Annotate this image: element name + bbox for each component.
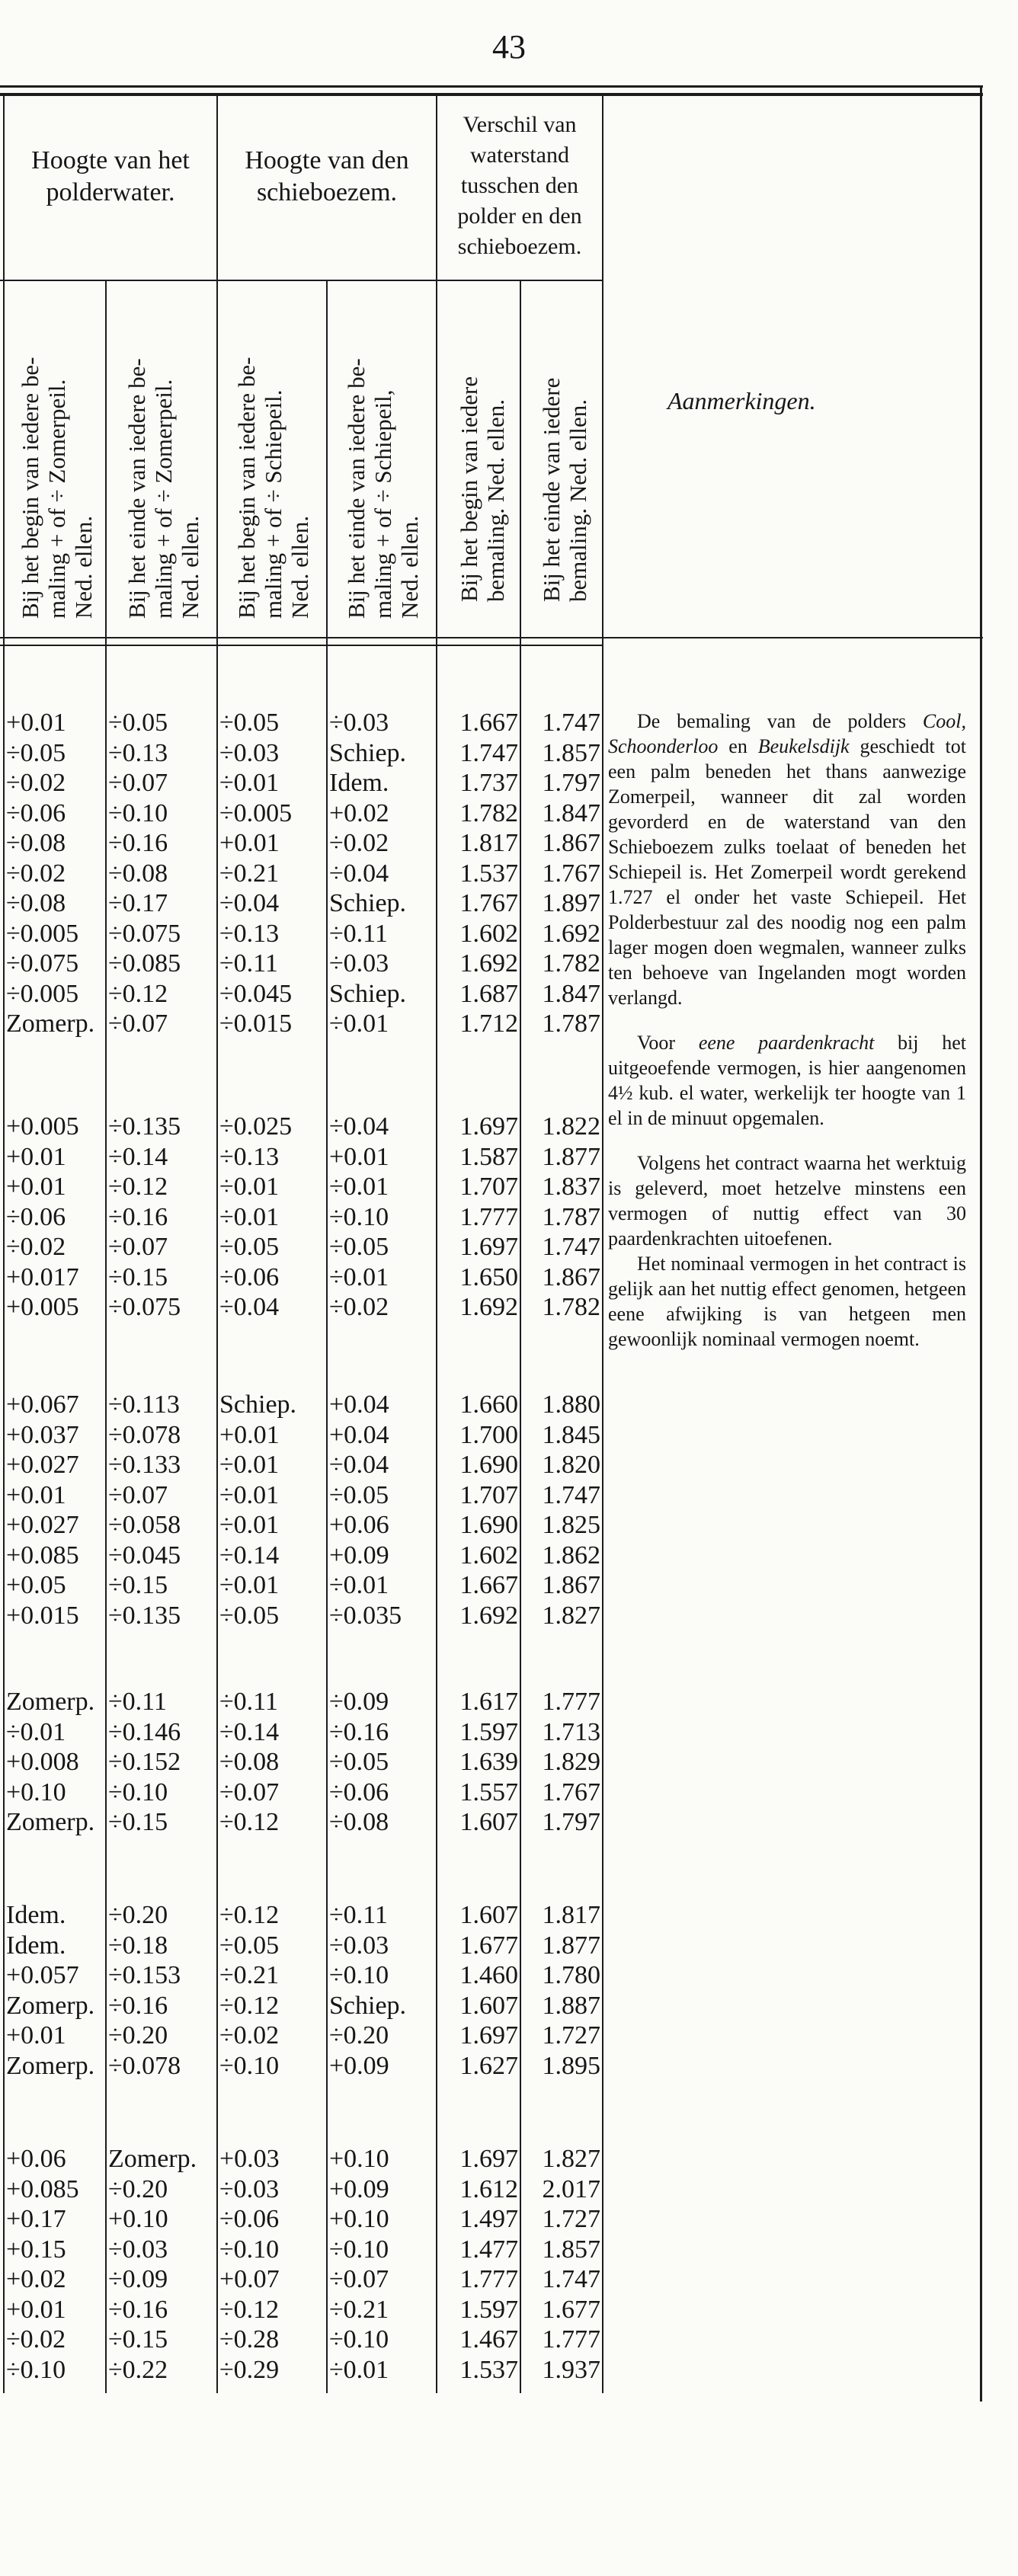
table-cell: Schiep. — [329, 889, 407, 917]
table-cell: +0.01 — [6, 709, 66, 737]
header-bottom-rule — [0, 637, 983, 638]
table-cell: +0.10 — [6, 1778, 66, 1806]
table-cell: +0.01 — [6, 1142, 66, 1171]
table-cell: ÷0.12 — [219, 1991, 280, 2020]
col4-header: Bij het einde van iedere be- maling + of ÷ Schiepeil, Ned. ellen. — [343, 358, 423, 619]
col3-header: Bij het begin van iedere be- maling + of ÷ Schiepeil. Ned. ellen. — [233, 357, 313, 619]
table-cell: 1.713 — [542, 1717, 600, 1746]
table-cell: Schiep. — [329, 1991, 407, 2020]
table-cell: 1.782 — [459, 798, 518, 827]
table-cell: ÷0.05 — [219, 1931, 280, 1960]
table-cell: ÷0.02 — [6, 1233, 66, 1261]
table-cell: ÷0.085 — [108, 949, 181, 978]
table-cell: +0.17 — [6, 2205, 66, 2233]
table-cell: ÷0.02 — [219, 2021, 280, 2050]
table-cell: ÷0.133 — [108, 1451, 181, 1479]
table-cell: ÷0.03 — [329, 949, 389, 978]
table-cell: ÷0.21 — [329, 2295, 389, 2324]
table-cell: ÷0.135 — [108, 1601, 181, 1630]
table-cell: ÷0.01 — [329, 1571, 389, 1599]
table-cell: ÷0.21 — [219, 1961, 280, 1989]
table-cell: ÷0.20 — [329, 2021, 389, 2050]
table-cell: Schiep. — [329, 738, 407, 767]
table-cell: 1.687 — [459, 979, 518, 1008]
table-cell: ÷0.09 — [329, 1688, 389, 1716]
table-cell: ÷0.14 — [219, 1717, 280, 1746]
table-cell: 1.857 — [542, 2235, 600, 2264]
table-cell: ÷0.07 — [108, 1480, 168, 1509]
table-cell: ÷0.01 — [329, 1173, 389, 1201]
table-cell: +0.10 — [329, 2205, 389, 2233]
table-cell: ÷0.005 — [219, 798, 293, 827]
table-cell: ÷0.12 — [219, 2295, 280, 2324]
table-cell: 1.877 — [542, 1931, 600, 1960]
table-cell: 1.707 — [459, 1173, 518, 1201]
table-cell: 1.827 — [542, 1601, 600, 1630]
table-cell: ÷0.10 — [6, 2355, 66, 2384]
table-cell: +0.01 — [219, 829, 280, 857]
table-cell: ÷0.20 — [108, 2174, 168, 2203]
table-cell: 1.537 — [459, 2355, 518, 2384]
table-cell: 1.887 — [542, 1991, 600, 2020]
table-cell: 1.797 — [542, 769, 600, 797]
table-cell: 1.820 — [542, 1451, 600, 1479]
table-cell: ÷0.04 — [329, 859, 389, 888]
table-cell: ÷0.07 — [108, 1010, 168, 1038]
table-cell: Zomerp. — [6, 2051, 95, 2080]
remark-paragraph: De bemaling van de polders Cool, Schoonderloo en Beukelsdijk geschiedt tot een palm beneden het thans aanwezige Zomerpeil, wanneer dit zal worden gevorderd en de waterstand van den Schieboezem zulks toelaat of beneden het Schiepeil is. Het Zomerpeil wordt gerekend 1.727 el onder het vaste Schiepeil. Het Polderbestuur zal des noodig nog een palm lager mogen doen wegmalen, wanneer zulks ten behoeve van Ingelanden mogt worden verlangd. — [608, 710, 966, 1009]
table-cell: 1.877 — [542, 1142, 600, 1171]
col5-header: Bij het begin van iedere bemaling. Ned. ellen. — [456, 376, 509, 602]
table-cell: 1.747 — [542, 2265, 600, 2293]
table-cell: ÷0.03 — [219, 738, 280, 767]
table-cell: ÷0.20 — [108, 1901, 168, 1929]
table-cell: 1.895 — [542, 2051, 600, 2080]
table-cell: ÷0.03 — [219, 2174, 280, 2203]
table-cell: 1.677 — [542, 2295, 600, 2324]
table-cell: ÷0.09 — [108, 2265, 168, 2293]
table-cell: ÷0.01 — [219, 1511, 280, 1539]
table-cell: ÷0.12 — [219, 1808, 280, 1836]
table-cell: +0.04 — [329, 1390, 389, 1419]
header-subrule — [0, 280, 602, 281]
table-cell: ÷0.16 — [108, 2295, 168, 2324]
table-cell: 1.627 — [459, 2051, 518, 2080]
table-cell: ÷0.06 — [219, 1262, 280, 1291]
table-cell: ÷0.07 — [329, 2265, 389, 2293]
table-cell: ÷0.01 — [219, 1571, 280, 1599]
header-schieboezem: Hoogte van den schieboezem. — [245, 146, 409, 206]
table-cell: +0.017 — [6, 1262, 79, 1291]
table-cell: ÷0.07 — [108, 1233, 168, 1261]
table-cell: ÷0.03 — [108, 2235, 168, 2264]
table-cell: 1.767 — [459, 889, 518, 917]
table-cell: ÷0.05 — [219, 1601, 280, 1630]
table-cell: +0.06 — [6, 2145, 66, 2173]
table-cell: +0.085 — [6, 2174, 79, 2203]
table-cell: +0.01 — [6, 1480, 66, 1509]
table-cell: 1.782 — [542, 949, 600, 978]
table-cell: 1.797 — [542, 1808, 600, 1836]
table-cell: 1.707 — [459, 1480, 518, 1509]
table-cell: 1.782 — [542, 1293, 600, 1321]
table-cell: ÷0.11 — [329, 919, 388, 948]
table-cell: ÷0.10 — [108, 1778, 168, 1806]
table-cell: ÷0.01 — [219, 769, 280, 797]
table-cell: ÷0.05 — [219, 709, 280, 737]
table-cell: ÷0.10 — [329, 2325, 389, 2354]
table-cell: 1.697 — [459, 1112, 518, 1141]
table-cell: ÷0.03 — [329, 709, 389, 737]
table-cell: ÷0.078 — [108, 1420, 181, 1449]
table-cell: 1.897 — [542, 889, 600, 917]
table-cell: ÷0.16 — [108, 1991, 168, 2020]
table-cell: 1.727 — [542, 2021, 600, 2050]
top-rule — [0, 85, 983, 88]
table-cell: ÷0.135 — [108, 1112, 181, 1141]
table-cell: 2.017 — [542, 2174, 600, 2203]
table-cell: ÷0.01 — [219, 1480, 280, 1509]
table-cell: 1.692 — [459, 949, 518, 978]
table-cell: ÷0.113 — [108, 1390, 180, 1419]
table-cell: 1.867 — [542, 1262, 600, 1291]
table-cell: 1.607 — [459, 1901, 518, 1929]
table-cell: ÷0.01 — [329, 2355, 389, 2384]
table-cell: Zomerp. — [6, 1688, 95, 1716]
table-cell: 1.639 — [459, 1748, 518, 1776]
table-cell: ÷0.075 — [6, 949, 79, 978]
table-cell: ÷0.15 — [108, 1808, 168, 1836]
table-cell: 1.937 — [542, 2355, 600, 2384]
table-cell: ÷0.15 — [108, 1571, 168, 1599]
table-cell: ÷0.06 — [219, 2205, 280, 2233]
right-frame-rule — [980, 85, 982, 2402]
table-cell: ÷0.01 — [6, 1717, 66, 1746]
table-cell: 1.597 — [459, 2295, 518, 2324]
table-cell: ÷0.16 — [108, 1202, 168, 1231]
header-verschil: Verschil van waterstand tusschen den polder en den schieboezem. — [457, 112, 582, 259]
table-cell: 1.557 — [459, 1778, 518, 1806]
table-cell: ÷0.13 — [108, 738, 168, 767]
table-cell: 1.829 — [542, 1748, 600, 1776]
table-cell: 1.822 — [542, 1112, 600, 1141]
table-cell: +0.027 — [6, 1451, 79, 1479]
table-cell: +0.01 — [329, 1142, 389, 1171]
table-cell: 1.597 — [459, 1717, 518, 1746]
table-cell: ÷0.015 — [219, 1010, 293, 1038]
table-cell: ÷0.01 — [219, 1451, 280, 1479]
table-cell: ÷0.06 — [6, 798, 66, 827]
table-cell: ÷0.17 — [108, 889, 168, 917]
table-cell: 1.477 — [459, 2235, 518, 2264]
table-cell: 1.845 — [542, 1420, 600, 1449]
table-cell: 1.667 — [459, 1571, 518, 1599]
table-cell: ÷0.045 — [219, 979, 293, 1008]
table-cell: 1.497 — [459, 2205, 518, 2233]
table-cell: ÷0.05 — [329, 1233, 389, 1261]
table-cell: ÷0.05 — [329, 1748, 389, 1776]
table-cell: ÷0.02 — [329, 829, 389, 857]
table-cell: 1.667 — [459, 709, 518, 737]
table-cell: ÷0.05 — [329, 1480, 389, 1509]
table-cell: ÷0.10 — [329, 1961, 389, 1989]
table-cell: ÷0.12 — [108, 1173, 168, 1201]
table-cell: ÷0.02 — [6, 2325, 66, 2354]
table-cell: ÷0.058 — [108, 1511, 181, 1539]
table-cell: 1.460 — [459, 1961, 518, 1989]
table-cell: ÷0.025 — [219, 1112, 293, 1141]
header-bottom-rule-2 — [0, 645, 602, 646]
table-cell: ÷0.01 — [329, 1010, 389, 1038]
table-cell: ÷0.20 — [108, 2021, 168, 2050]
table-cell: ÷0.01 — [219, 1202, 280, 1231]
table-cell: +0.01 — [6, 1173, 66, 1201]
table-cell: ÷0.12 — [219, 1901, 280, 1929]
table-cell: ÷0.14 — [108, 1142, 168, 1171]
table-cell: +0.10 — [329, 2145, 389, 2173]
table-cell: 1.660 — [459, 1390, 518, 1419]
table-cell: Schiep. — [329, 979, 407, 1008]
table-cell: +0.057 — [6, 1961, 79, 1989]
col6-header: Bij het einde van iedere bemaling. Ned. ellen. — [538, 377, 591, 602]
table-cell: 1.777 — [542, 2325, 600, 2354]
table-cell: ÷0.10 — [219, 2235, 280, 2264]
table-cell: 1.747 — [542, 709, 600, 737]
table-cell: ÷0.10 — [108, 798, 168, 827]
table-cell: ÷0.04 — [329, 1112, 389, 1141]
col1-header: Bij het begin van iedere be- maling + of ÷ Zomerpeil. Ned. ellen. — [17, 357, 97, 619]
table-cell: ÷0.15 — [108, 1262, 168, 1291]
table-cell: 1.587 — [459, 1142, 518, 1171]
table-cell: +0.01 — [6, 2021, 66, 2050]
table-cell: 1.692 — [459, 1293, 518, 1321]
table-cell: +0.07 — [219, 2265, 280, 2293]
table-cell: 1.777 — [459, 1202, 518, 1231]
col-rule — [520, 281, 521, 2393]
table-cell: ÷0.01 — [329, 1262, 389, 1291]
table-cell: ÷0.16 — [329, 1717, 389, 1746]
col2-header: Bij het einde van iedere be- maling + of ÷ Zomerpeil. Ned. ellen. — [123, 358, 203, 619]
table-cell: 1.690 — [459, 1511, 518, 1539]
table-cell: 1.767 — [542, 859, 600, 888]
table-cell: ÷0.078 — [108, 2051, 181, 2080]
table-cell: ÷0.10 — [329, 1202, 389, 1231]
table-cell: +0.005 — [6, 1293, 79, 1321]
top-rule-inner — [0, 93, 983, 96]
table-cell: +0.05 — [6, 1571, 66, 1599]
table-cell: 1.837 — [542, 1173, 600, 1201]
table-cell: ÷0.075 — [108, 1293, 181, 1321]
table-cell: +0.027 — [6, 1511, 79, 1539]
table-cell: ÷0.005 — [6, 979, 79, 1008]
table-cell: 1.867 — [542, 1571, 600, 1599]
table-cell: ÷0.07 — [219, 1778, 280, 1806]
table-cell: 1.537 — [459, 859, 518, 888]
header-aanmerkingen: Aanmerkingen. — [667, 387, 816, 414]
table-cell: ÷0.11 — [219, 1688, 278, 1716]
table-cell: Schiep. — [219, 1390, 297, 1419]
table-cell: 1.817 — [459, 829, 518, 857]
table-cell: ÷0.08 — [108, 859, 168, 888]
table-cell: ÷0.035 — [329, 1601, 402, 1630]
table-cell: ÷0.11 — [329, 1901, 388, 1929]
table-cell: +0.067 — [6, 1390, 79, 1419]
table-cell: +0.01 — [6, 2295, 66, 2324]
table-cell: +0.09 — [329, 2174, 389, 2203]
table-cell: ÷0.05 — [108, 709, 168, 737]
header-polderwater: Hoogte van het polderwater. — [31, 146, 190, 206]
table-cell: 1.857 — [542, 738, 600, 767]
table-cell: ÷0.12 — [108, 979, 168, 1008]
col-rule — [326, 281, 328, 2393]
table-cell: +0.10 — [108, 2205, 168, 2233]
table-cell: 1.825 — [542, 1511, 600, 1539]
table-cell: 1.712 — [459, 1010, 518, 1038]
table-cell: 1.612 — [459, 2174, 518, 2203]
table-cell: ÷0.02 — [6, 769, 66, 797]
table-cell: ÷0.10 — [329, 2235, 389, 2264]
table-cell: ÷0.22 — [108, 2355, 168, 2384]
table-cell: Zomerp. — [6, 1991, 95, 2020]
table-cell: 1.777 — [459, 2265, 518, 2293]
table-cell: +0.02 — [6, 2265, 66, 2293]
table-cell: 1.677 — [459, 1931, 518, 1960]
col-rule — [436, 96, 437, 2393]
remark-paragraph: Volgens het contract waarna het werktuig is geleverd, moet hetzelve minstens een vermogen of nuttig effect van 30 paardenkrachten uitoefenen. — [608, 1152, 966, 1250]
table-cell: 1.827 — [542, 2145, 600, 2173]
table-cell: 1.697 — [459, 2145, 518, 2173]
table-cell: ÷0.07 — [108, 769, 168, 797]
page-number: 43 — [492, 28, 526, 66]
table-cell: 1.777 — [542, 1688, 600, 1716]
table-cell: 1.747 — [542, 1480, 600, 1509]
table-cell: +0.04 — [329, 1420, 389, 1449]
table-cell: +0.02 — [329, 798, 389, 827]
table-cell: 1.767 — [542, 1778, 600, 1806]
table-cell: 1.780 — [542, 1961, 600, 1989]
table-cell: Idem. — [329, 769, 389, 797]
table-cell: ÷0.01 — [219, 1173, 280, 1201]
table-cell: Zomerp. — [108, 2145, 197, 2173]
table-cell: ÷0.04 — [219, 1293, 280, 1321]
table-cell: 1.697 — [459, 1233, 518, 1261]
table-cell: ÷0.11 — [219, 949, 278, 978]
table-cell: ÷0.08 — [219, 1748, 280, 1776]
table-cell: 1.787 — [542, 1010, 600, 1038]
table-cell: 1.737 — [459, 769, 518, 797]
table-cell: 1.787 — [542, 1202, 600, 1231]
table-cell: ÷0.045 — [108, 1541, 181, 1570]
table-cell: +0.15 — [6, 2235, 66, 2264]
table-cell: 1.692 — [542, 919, 600, 948]
col-rule — [602, 96, 603, 2393]
table-cell: ÷0.08 — [6, 889, 66, 917]
table-cell: ÷0.29 — [219, 2355, 280, 2384]
table-cell: ÷0.146 — [108, 1717, 181, 1746]
table-cell: +0.06 — [329, 1511, 389, 1539]
table-cell: ÷0.18 — [108, 1931, 168, 1960]
table-cell: ÷0.28 — [219, 2325, 280, 2354]
table-cell: 1.747 — [542, 1233, 600, 1261]
table-cell: ÷0.153 — [108, 1961, 181, 1989]
table-cell: 1.467 — [459, 2325, 518, 2354]
table-cell: +0.03 — [219, 2145, 280, 2173]
table-cell: 1.602 — [459, 919, 518, 948]
table-cell: Zomerp. — [6, 1808, 95, 1836]
table-cell: 1.880 — [542, 1390, 600, 1419]
table-cell: Idem. — [6, 1931, 66, 1960]
table-cell: 1.847 — [542, 979, 600, 1008]
table-cell: ÷0.10 — [219, 2051, 280, 2080]
table-cell: +0.005 — [6, 1112, 79, 1141]
col-rule — [3, 96, 5, 2393]
table-cell: ÷0.14 — [219, 1541, 280, 1570]
remark-paragraph: Het nominaal vermogen in het contract is gelijk aan het nuttig effect genomen, hetgeen eene afwijking is van hetgeen men gewoonlijk nominaal vermogen noemt. — [608, 1253, 966, 1350]
table-cell: Zomerp. — [6, 1010, 95, 1038]
table-cell: 1.650 — [459, 1262, 518, 1291]
table-cell: ÷0.075 — [108, 919, 181, 948]
table-cell: 1.847 — [542, 798, 600, 827]
table-cell: ÷0.15 — [108, 2325, 168, 2354]
table-cell: ÷0.04 — [329, 1451, 389, 1479]
table-cell: ÷0.13 — [219, 919, 280, 948]
table-cell: 1.817 — [542, 1901, 600, 1929]
table-cell: ÷0.06 — [6, 1202, 66, 1231]
table-cell: ÷0.16 — [108, 829, 168, 857]
table-cell: ÷0.005 — [6, 919, 79, 948]
table-cell: 1.607 — [459, 1991, 518, 2020]
table-cell: 1.747 — [459, 738, 518, 767]
remarks-block — [608, 709, 966, 1352]
table-cell: 1.697 — [459, 2021, 518, 2050]
table-cell: ÷0.03 — [329, 1931, 389, 1960]
table-cell: ÷0.13 — [219, 1142, 280, 1171]
table-cell: 1.862 — [542, 1541, 600, 1570]
table-cell: 1.602 — [459, 1541, 518, 1570]
remark-paragraph: Voor eene paardenkracht bij het uitgeoefende vermogen, is hier aangenomen 4½ kub. el water, werkelijk ter hoogte van 1 el in de minuut opgemalen. — [608, 1032, 966, 1129]
table-cell: +0.037 — [6, 1420, 79, 1449]
table-cell: +0.01 — [219, 1420, 280, 1449]
table-cell: ÷0.06 — [329, 1778, 389, 1806]
table-cell: +0.008 — [6, 1748, 79, 1776]
table-cell: 1.727 — [542, 2205, 600, 2233]
table-cell: ÷0.152 — [108, 1748, 181, 1776]
table-cell: 1.690 — [459, 1451, 518, 1479]
table-cell: 1.692 — [459, 1601, 518, 1630]
table-cell: ÷0.08 — [329, 1808, 389, 1836]
table-cell: 1.607 — [459, 1808, 518, 1836]
table-cell: 1.700 — [459, 1420, 518, 1449]
table-cell: ÷0.02 — [6, 859, 66, 888]
table-cell: Idem. — [6, 1901, 66, 1929]
table-cell: +0.015 — [6, 1601, 79, 1630]
col-rule — [105, 281, 107, 2393]
table-cell: ÷0.04 — [219, 889, 280, 917]
table-cell: +0.09 — [329, 1541, 389, 1570]
table-cell: +0.085 — [6, 1541, 79, 1570]
table-cell: ÷0.08 — [6, 829, 66, 857]
table-cell: ÷0.21 — [219, 859, 280, 888]
table-cell: 1.617 — [459, 1688, 518, 1716]
table-cell: ÷0.05 — [219, 1233, 280, 1261]
table-cell: ÷0.11 — [108, 1688, 167, 1716]
table-cell: 1.867 — [542, 829, 600, 857]
col-rule — [216, 96, 218, 2393]
table-cell: +0.09 — [329, 2051, 389, 2080]
table-cell: ÷0.02 — [329, 1293, 389, 1321]
table-cell: ÷0.05 — [6, 738, 66, 767]
